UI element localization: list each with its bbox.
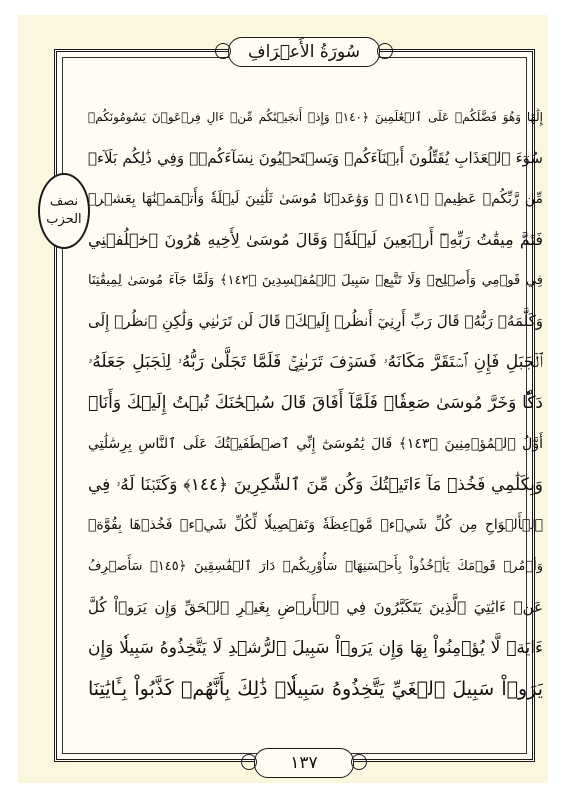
- page-number-cartouche: [254, 748, 354, 778]
- text-line: فِي قَوۡمِي وَأَصۡلِحۡ وَلَا تَتَّبِعۡ سَبِيلَ ٱلۡمُفۡسِدِينَ ﴿١٤٢﴾ وَلَمَّا جَآءَ مُوسَىٰ لِمِيقَٰتِنَا: [88, 273, 543, 289]
- hizb-marker-line-1: نصف: [49, 194, 79, 209]
- text-line: عَنۡ ءَايَٰتِيَ ٱلَّذِينَ يَتَكَبَّرُونَ فِي ٱلۡأَرۡضِ بِغَيۡرِ ٱلۡحَقِّ وَإِن يَرَوۡاْ كُلَّ: [88, 597, 543, 616]
- text-line: مِّن رَّبِّكُمۡ عَظِيمٞ ﴿١٤١﴾ ۞ وَوَٰعَدۡنَا مُوسَىٰ ثَلَٰثِينَ لَيۡلَةٗ وَأَتۡمَمۡنَٰهَا بِعَشۡرٖ: [88, 190, 543, 207]
- verse-lines: [88, 97, 543, 709]
- text-line: سُوٓءَ ٱلۡعَذَابِ يُقَتِّلُونَ أَبۡنَآءَكُمۡ وَيَسۡتَحۡيُونَ نِسَآءَكُمۡۚ وَفِي ذَٰلِكُم بَلَآءٞ: [88, 149, 543, 168]
- text-line: ءَايَةٖ لَّا يُؤۡمِنُواْ بِهَا وَإِن يَرَوۡاْ سَبِيلَ ٱلرُّشۡدِ لَا يَتَّخِذُوهُ سَبِيلٗا وَإِن: [88, 637, 543, 658]
- ornament-curl-icon: [377, 43, 393, 59]
- ornament-curl-icon: [241, 754, 257, 770]
- ornament-curl-icon: [215, 43, 231, 59]
- hizb-marker: [38, 173, 90, 249]
- ornament-curl-icon: [351, 754, 367, 770]
- text-line: يَرَوۡاْ سَبِيلَ ٱلۡغَيِّ يَتَّخِذُوهُ سَبِيلٗاۚ ذَٰلِكَ بِأَنَّهُمۡ كَذَّبُواْ بِـَٔايَٰتِنَا: [88, 677, 543, 700]
- text-line: دَكّٗا وَخَرَّ مُوسَىٰ صَعِقٗاۚ فَلَمَّآ أَفَاقَ قَالَ سُبۡحَٰنَكَ تُبۡتُ إِلَيۡكَ وَأَنَا۠: [88, 392, 543, 413]
- text-line: وَأۡمُرۡ قَوۡمَكَ يَأۡخُذُواْ بِأَحۡسَنِهَاۚ سَأُوْرِيكُمۡ دَارَ ٱلۡفَٰسِقِينَ ﴿١٤٥﴾ سَأَصۡرِفُ: [88, 558, 543, 574]
- text-line: ٱلۡأَلۡوَاحِ مِن كُلِّ شَيۡءٖ مَّوۡعِظَةٗ وَتَفۡصِيلٗا لِّكُلِّ شَيۡءٖ فَخُذۡهَا بِقُوَّةٖ: [88, 517, 543, 534]
- text-line: ٱلۡجَبَلِ فَإِنِ ٱسۡتَقَرَّ مَكَانَهُۥ فَسَوۡفَ تَرَىٰنِيۚ فَلَمَّا تَجَلَّىٰ رَبُّهُۥ لِلۡجَبَلِ جَعَلَهُۥ: [88, 352, 543, 373]
- hizb-marker-line-2: الحزب: [46, 212, 82, 227]
- text-line: فَتَمَّ مِيقَٰتُ رَبِّهِۦٓ أَرۡبَعِينَ لَيۡلَةٗۚ وَقَالَ مُوسَىٰ لِأَخِيهِ هَٰرُونَ ٱخۡلُفۡنِي: [88, 230, 543, 250]
- page-number: ١٣٧: [290, 753, 318, 773]
- surah-title-cartouche: [228, 37, 380, 67]
- surah-title: سُورَةُ الأَعۡرَافِ: [247, 42, 361, 62]
- text-line: وَبِكَلَٰمِي فَخُذۡ مَآ ءَاتَيۡتُكَ وَكُن مِّنَ ٱلشَّٰكِرِينَ ﴿١٤٤﴾ وَكَتَبۡنَا لَهُۥ فِي: [88, 475, 543, 496]
- text-line: إِلَٰهًا وَهُوَ فَضَّلَكُمۡ عَلَى ٱلۡعَٰلَمِينَ ﴿١٤٠﴾ وَإِذۡ أَنجَيۡنَٰكُم مِّنۡ ءَالِ فِرۡعَوۡنَ يَسُومُونَكُمۡ: [88, 110, 543, 125]
- text-line: وَكَلَّمَهُۥ رَبُّهُۥ قَالَ رَبِّ أَرِنِيٓ أَنظُرۡ إِلَيۡكَۚ قَالَ لَن تَرَىٰنِي وَلَٰكِنِ ٱنظُرۡ إِلَى: [88, 312, 543, 331]
- text-line: أَوَّلُ ٱلۡمُؤۡمِنِينَ ﴿١٤٣﴾ قَالَ يَٰمُوسَىٰٓ إِنِّي ٱصۡطَفَيۡتُكَ عَلَى ٱلنَّاسِ بِرِسَٰلَٰتِي: [88, 435, 543, 452]
- mushaf-page: [18, 15, 548, 783]
